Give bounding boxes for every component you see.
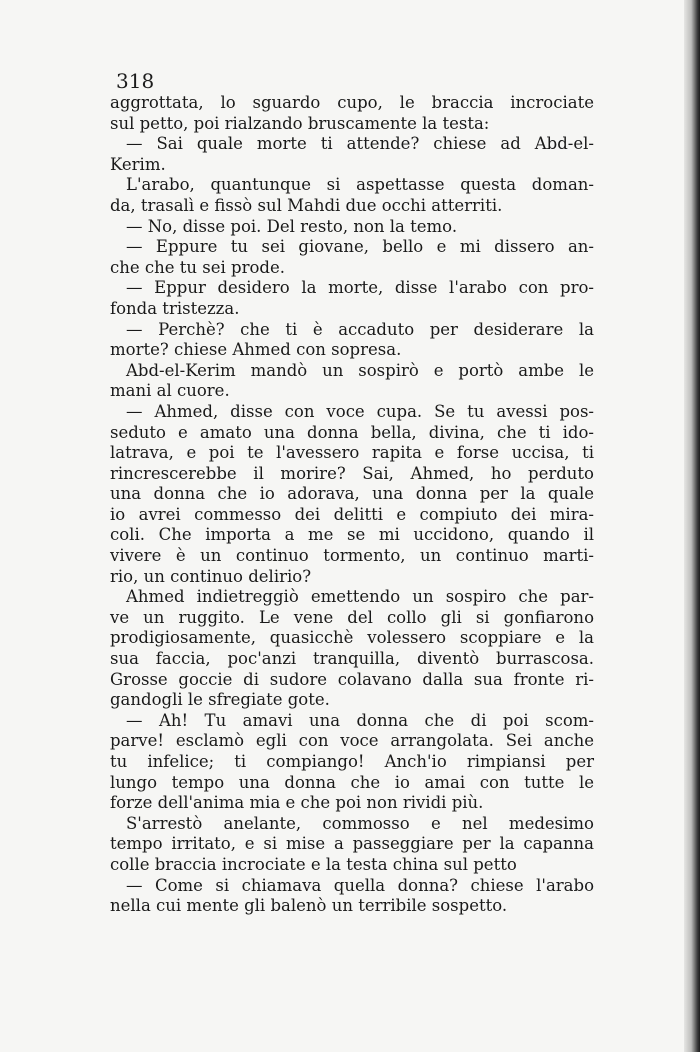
text-line: io avrei commesso dei delitti e compiuto dei mira- [110, 504, 594, 524]
text-line: Ahmed indietreggiò emettendo un sospiro che par- [126, 587, 594, 607]
text-line: — Ahmed, disse con voce cupa. Se tu avessi pos- [126, 401, 594, 421]
text-line: tu infelice; ti compiango! Anch'io rimpiansi per [110, 752, 594, 771]
text-line: rincrescerebbe il morire? Sai, Ahmed, ho perduto [110, 463, 594, 483]
text-line: — Come si chiamava quella donna? chiese l'arabo [126, 875, 594, 895]
text-line: seduto e amato una donna bella, divina, che ti ido- [110, 422, 594, 442]
text-line: rio, un continuo delirio? [110, 566, 312, 586]
text-line: — No, disse poi. Del resto, non la temo. [126, 216, 458, 236]
text-line: lungo tempo una donna che io amai con tutte le [110, 772, 594, 792]
text-line: — Eppur desidero la morte, disse l'arabo con pro- [126, 278, 594, 298]
text-line: — Sai quale morte ti attende? chiese ad Abd-el- [126, 134, 594, 154]
text-line: Kerim. [110, 154, 166, 174]
text-line: nella cui mente gli balenò un terribile sospetto. [110, 896, 508, 916]
text-line: parve! esclamò egli con voce arrangolata. Sei anche [110, 731, 594, 751]
text-line: sul petto, poi rialzando bruscamente la testa: [110, 113, 490, 133]
text-line: latrava, e poi te l'avessero rapita e forse uccisa, ti [110, 443, 594, 463]
text-line: S'arrestò anelante, commosso e nel medesimo [126, 813, 594, 833]
text-line: morte? chiese Ahmed con sopresa. [110, 340, 402, 360]
text-line: aggrottata, lo sguardo cupo, le braccia incrociate [110, 93, 594, 112]
page-number: 318 [116, 69, 155, 93]
text-line: ve un ruggito. Le vene del collo gli si gonfiarono [110, 607, 594, 627]
text-line: prodigiosamente, quasicchè volessero scoppiare e la [110, 628, 594, 648]
text-line: mani al cuore. [110, 381, 230, 401]
page-edge-shadow [684, 0, 700, 1052]
text-line: coli. Che importa a me se mi uccidono, quando il [110, 525, 594, 545]
text-line: — Ah! Tu amavi una donna che di poi scom- [126, 710, 594, 730]
text-line: Abd-el-Kerim mandò un sospirò e portò ambe le [126, 360, 594, 380]
text-line: colle braccia incrociate e la testa china sul petto [110, 854, 517, 874]
text-line: fonda tristezza. [110, 298, 240, 318]
text-line: Grosse goccie di sudore colavano dalla sua fronte ri- [110, 669, 594, 689]
body-text [110, 93, 594, 917]
text-line: — Perchè? che ti è accaduto per desiderare la [126, 319, 594, 339]
text-line: che che tu sei prode. [110, 257, 285, 277]
text-line: tempo irritato, e si mise a passeggiare per la capanna [110, 834, 594, 854]
text-line: sua faccia, poc'anzi tranquilla, diventò burrascosa. [110, 649, 594, 669]
text-line: vivere è un continuo tormento, un continuo marti- [110, 546, 594, 566]
text-line: da, trasalì e fissò sul Mahdi due occhi atterriti. [110, 195, 503, 215]
text-line: forze dell'anima mia e che poi non rividi più. [110, 793, 484, 813]
text-line: gandogli le sfregiate gote. [110, 690, 330, 710]
text-line: — Eppure tu sei giovane, bello e mi dissero an- [126, 237, 594, 257]
text-line: una donna che io adorava, una donna per la quale [110, 484, 594, 504]
text-line: L'arabo, quantunque si aspettasse questa doman- [126, 175, 594, 195]
